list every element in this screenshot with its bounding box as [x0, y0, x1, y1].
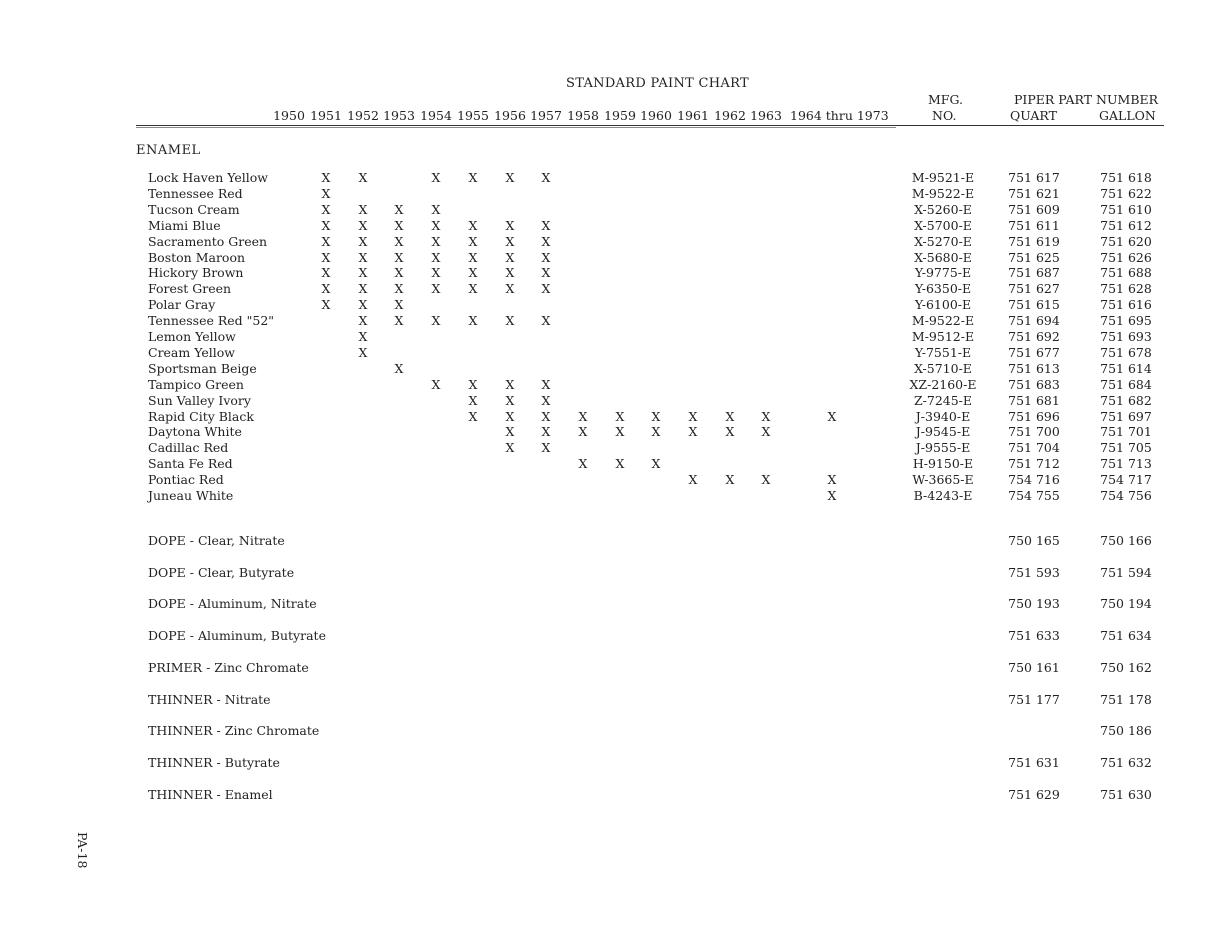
- header-rule-secondary: [136, 127, 896, 128]
- year-mark: X: [541, 408, 551, 424]
- year-mark: X: [541, 313, 551, 329]
- year-mark: X: [358, 265, 368, 281]
- quart-part-number: 751 177: [1008, 691, 1060, 707]
- table-row: [0, 170, 1218, 186]
- mfg-number: M-9512-E: [911, 329, 975, 344]
- year-mark: X: [431, 376, 441, 392]
- gallon-part-number: 751 612: [1100, 217, 1152, 233]
- year-mark: X: [541, 281, 551, 297]
- paint-name: Lock Haven Yellow: [148, 170, 268, 185]
- gallon-part-number: 751 634: [1100, 628, 1152, 644]
- year-mark: X: [321, 217, 331, 233]
- gallon-part-number: 751 682: [1100, 392, 1152, 408]
- year-mark: X: [541, 217, 551, 233]
- supply-name: PRIMER - Zinc Chromate: [148, 659, 309, 675]
- quart-part-number: 751 677: [1008, 344, 1060, 360]
- year-mark: X: [761, 424, 771, 440]
- year-mark: X: [358, 249, 368, 265]
- quart-part-number: 751 700: [1008, 424, 1060, 440]
- year-mark: X: [394, 249, 404, 265]
- mfg-number: X-5700-E: [914, 217, 972, 233]
- gallon-part-number: 751 622: [1100, 185, 1152, 201]
- year-mark: X: [468, 376, 478, 392]
- supply-name: DOPE - Clear, Butyrate: [148, 564, 295, 580]
- paint-name: Daytona White: [148, 424, 242, 440]
- gallon-header: GALLON: [1099, 108, 1156, 123]
- quart-part-number: 751 633: [1008, 628, 1060, 644]
- year-mark: X: [505, 265, 515, 281]
- table-row: [0, 377, 1218, 393]
- supply-name: THINNER - Zinc Chromate: [148, 723, 320, 739]
- page-number: PA-18: [75, 832, 90, 869]
- gallon-part-number: 754 756: [1100, 488, 1152, 503]
- year-mark: X: [578, 424, 588, 440]
- paint-name: Tennessee Red "52": [148, 313, 275, 329]
- gallon-part-number: 751 678: [1100, 344, 1152, 360]
- year-header-6: 1956: [494, 108, 526, 123]
- year-mark: X: [505, 249, 515, 265]
- year-header-9: 1959: [604, 108, 636, 123]
- quart-part-number: 750 193: [1008, 596, 1060, 612]
- year-mark: X: [321, 185, 331, 201]
- gallon-part-number: 751 630: [1100, 786, 1152, 802]
- year-mark: X: [505, 313, 515, 329]
- year-mark: X: [358, 313, 368, 329]
- table-row: [0, 218, 1218, 234]
- mfg-header-line2: NO.: [932, 108, 957, 123]
- table-row: [0, 456, 1218, 472]
- mfg-number: X-5680-E: [914, 249, 972, 265]
- year-mark: X: [358, 201, 368, 217]
- paint-name: Rapid City Black: [148, 408, 254, 424]
- year-mark: X: [505, 170, 515, 185]
- paint-name: Cadillac Red: [148, 440, 229, 456]
- quart-part-number: 751 629: [1008, 786, 1060, 802]
- table-row: [0, 250, 1218, 266]
- year-mark: X: [468, 392, 478, 408]
- year-mark: X: [394, 313, 404, 329]
- mfg-number: M-9522-E: [911, 185, 975, 201]
- year-mark: X: [651, 408, 661, 424]
- year-mark: X: [431, 249, 441, 265]
- year-mark: X: [761, 472, 771, 488]
- chart-title: STANDARD PAINT CHART: [566, 76, 749, 91]
- quart-part-number: 751 625: [1008, 249, 1060, 265]
- gallon-part-number: 751 684: [1100, 376, 1152, 392]
- table-row: [0, 234, 1218, 250]
- year-header-14: 1964 thru 1973: [790, 108, 889, 123]
- year-mark: X: [651, 424, 661, 440]
- year-mark: X: [541, 265, 551, 281]
- supply-name: DOPE - Aluminum, Butyrate: [148, 628, 326, 644]
- year-mark: X: [468, 233, 478, 249]
- mfg-number: Y-6350-E: [914, 281, 972, 297]
- section-enamel: ENAMEL: [136, 143, 201, 158]
- year-mark: X: [321, 170, 331, 185]
- gallon-part-number: 751 628: [1100, 281, 1152, 297]
- gallon-part-number: 751 693: [1100, 329, 1152, 344]
- year-header-0: 1950: [273, 108, 305, 123]
- supply-name: DOPE - Clear, Nitrate: [148, 533, 285, 548]
- quart-part-number: 751 681: [1008, 392, 1060, 408]
- year-mark: X: [468, 265, 478, 281]
- table-row: [0, 424, 1218, 440]
- year-mark: X: [431, 265, 441, 281]
- gallon-part-number: 751 594: [1100, 564, 1152, 580]
- quart-part-number: 750 165: [1008, 533, 1060, 548]
- table-row: [0, 488, 1218, 504]
- table-row: [0, 329, 1218, 345]
- year-mark: X: [541, 424, 551, 440]
- year-mark: X: [431, 233, 441, 249]
- year-mark: X: [505, 217, 515, 233]
- gallon-part-number: 751 626: [1100, 249, 1152, 265]
- mfg-number: Z-7245-E: [913, 392, 973, 408]
- mfg-number: Y-9775-E: [914, 265, 972, 281]
- paint-name: Sacramento Green: [148, 233, 268, 249]
- year-mark: X: [358, 170, 368, 185]
- gallon-part-number: 751 632: [1100, 754, 1152, 770]
- gallon-part-number: 751 701: [1100, 424, 1152, 440]
- year-mark: X: [505, 424, 515, 440]
- mfg-number: Y-6100-E: [914, 297, 972, 313]
- year-header-5: 1955: [457, 108, 489, 123]
- quart-part-number: 751 615: [1008, 297, 1060, 313]
- supply-name: DOPE - Aluminum, Nitrate: [148, 596, 317, 612]
- year-mark: X: [394, 201, 404, 217]
- quart-part-number: 751 692: [1008, 329, 1060, 344]
- gallon-part-number: 751 697: [1100, 408, 1152, 424]
- year-mark: X: [505, 440, 515, 456]
- gallon-part-number: 751 618: [1100, 170, 1152, 185]
- year-mark: X: [615, 408, 625, 424]
- quart-part-number: 751 617: [1008, 170, 1060, 185]
- year-header-8: 1958: [567, 108, 599, 123]
- mfg-number: X-5710-E: [914, 360, 972, 376]
- table-row: [0, 393, 1218, 409]
- year-mark: X: [651, 456, 661, 472]
- year-mark: X: [468, 249, 478, 265]
- supply-name: THINNER - Butyrate: [148, 754, 280, 770]
- year-mark: X: [358, 329, 368, 344]
- table-row: [0, 202, 1218, 218]
- year-mark: X: [725, 408, 735, 424]
- gallon-part-number: 751 616: [1100, 297, 1152, 313]
- paint-name: Sportsman Beige: [148, 360, 257, 376]
- year-mark: X: [321, 265, 331, 281]
- year-mark: X: [321, 249, 331, 265]
- table-row: [0, 265, 1218, 281]
- quart-header: QUART: [1010, 108, 1057, 123]
- quart-part-number: 751 694: [1008, 313, 1060, 329]
- table-row: [0, 361, 1218, 377]
- supply-name: THINNER - Nitrate: [148, 691, 271, 707]
- gallon-part-number: 750 162: [1100, 659, 1152, 675]
- gallon-part-number: 751 178: [1100, 691, 1152, 707]
- year-mark: X: [358, 344, 368, 360]
- year-mark: X: [541, 233, 551, 249]
- table-row: [0, 440, 1218, 456]
- mfg-header-line1: MFG.: [928, 92, 963, 107]
- year-mark: X: [505, 392, 515, 408]
- year-mark: X: [827, 408, 837, 424]
- year-header-1: 1951: [310, 108, 342, 123]
- year-header-3: 1953: [383, 108, 415, 123]
- year-mark: X: [615, 424, 625, 440]
- mfg-number: Y-7551-E: [914, 344, 972, 360]
- quart-part-number: 750 161: [1008, 659, 1060, 675]
- gallon-part-number: 750 186: [1100, 723, 1152, 739]
- year-mark: X: [431, 217, 441, 233]
- paint-name: Sun Valley Ivory: [148, 392, 251, 408]
- gallon-part-number: 751 713: [1100, 456, 1152, 472]
- year-mark: X: [541, 249, 551, 265]
- paint-name: Lemon Yellow: [148, 329, 236, 344]
- year-mark: X: [358, 233, 368, 249]
- mfg-number: M-9522-E: [911, 313, 975, 329]
- paint-name: Juneau White: [148, 488, 234, 503]
- quart-part-number: 751 593: [1008, 564, 1060, 580]
- gallon-part-number: 750 166: [1100, 533, 1152, 548]
- year-mark: X: [541, 376, 551, 392]
- year-mark: X: [541, 392, 551, 408]
- year-mark: X: [827, 488, 837, 503]
- quart-part-number: 751 683: [1008, 376, 1060, 392]
- gallon-part-number: 751 688: [1100, 265, 1152, 281]
- year-mark: X: [394, 297, 404, 313]
- mfg-number: B-4243-E: [913, 488, 973, 503]
- year-mark: X: [725, 424, 735, 440]
- year-mark: X: [688, 408, 698, 424]
- year-mark: X: [321, 297, 331, 313]
- gallon-part-number: 750 194: [1100, 596, 1152, 612]
- quart-part-number: 751 611: [1008, 217, 1060, 233]
- year-mark: X: [827, 472, 837, 488]
- year-mark: X: [761, 408, 771, 424]
- year-mark: X: [505, 281, 515, 297]
- year-mark: X: [431, 281, 441, 297]
- supply-name: THINNER - Enamel: [148, 786, 273, 802]
- year-header-13: 1963: [750, 108, 782, 123]
- paint-name: Tennessee Red: [148, 185, 243, 201]
- year-header-7: 1957: [530, 108, 562, 123]
- year-mark: X: [578, 456, 588, 472]
- mfg-number: M-9521-E: [911, 170, 975, 185]
- year-mark: X: [541, 170, 551, 185]
- year-mark: X: [321, 281, 331, 297]
- year-mark: X: [358, 217, 368, 233]
- year-mark: X: [578, 408, 588, 424]
- paint-name: Tampico Green: [148, 376, 244, 392]
- quart-part-number: 751 609: [1008, 201, 1060, 217]
- piper-part-number-header: PIPER PART NUMBER: [1014, 92, 1159, 107]
- year-mark: X: [358, 297, 368, 313]
- gallon-part-number: 751 695: [1100, 313, 1152, 329]
- mfg-number: J-9555-E: [915, 440, 971, 456]
- year-mark: X: [394, 217, 404, 233]
- quart-part-number: 751 627: [1008, 281, 1060, 297]
- paint-name: Forest Green: [148, 281, 232, 297]
- gallon-part-number: 751 705: [1100, 440, 1152, 456]
- year-header-11: 1961: [677, 108, 709, 123]
- year-mark: X: [394, 265, 404, 281]
- table-row: [0, 297, 1218, 313]
- mfg-number: W-3665-E: [912, 472, 974, 488]
- year-mark: X: [394, 281, 404, 297]
- quart-part-number: 754 716: [1008, 472, 1060, 488]
- year-mark: X: [505, 408, 515, 424]
- gallon-part-number: 751 620: [1100, 233, 1152, 249]
- gallon-part-number: 751 614: [1100, 360, 1152, 376]
- quart-part-number: 751 619: [1008, 233, 1060, 249]
- year-mark: X: [394, 360, 404, 376]
- year-mark: X: [321, 233, 331, 249]
- mfg-number: X-5260-E: [914, 201, 972, 217]
- paint-name: Cream Yellow: [148, 344, 235, 360]
- year-header-4: 1954: [420, 108, 452, 123]
- year-header-2: 1952: [347, 108, 379, 123]
- year-header-10: 1960: [640, 108, 672, 123]
- gallon-part-number: 754 717: [1100, 472, 1152, 488]
- year-mark: X: [725, 472, 735, 488]
- year-mark: X: [505, 233, 515, 249]
- year-mark: X: [505, 376, 515, 392]
- year-mark: X: [358, 281, 368, 297]
- year-mark: X: [394, 233, 404, 249]
- paint-name: Hickory Brown: [148, 265, 244, 281]
- year-mark: X: [321, 201, 331, 217]
- mfg-number: J-3940-E: [915, 408, 971, 424]
- year-mark: X: [468, 408, 478, 424]
- quart-part-number: 754 755: [1008, 488, 1060, 503]
- quart-part-number: 751 712: [1008, 456, 1060, 472]
- mfg-number: XZ-2160-E: [909, 376, 977, 392]
- paint-name: Pontiac Red: [148, 472, 224, 488]
- year-header-12: 1962: [714, 108, 746, 123]
- table-row: [0, 313, 1218, 329]
- year-mark: X: [468, 281, 478, 297]
- year-mark: X: [431, 201, 441, 217]
- year-mark: X: [468, 313, 478, 329]
- table-row: [0, 345, 1218, 361]
- paint-name: Boston Maroon: [148, 249, 246, 265]
- quart-part-number: 751 631: [1008, 754, 1060, 770]
- paint-name: Polar Gray: [148, 297, 216, 313]
- year-mark: X: [431, 170, 441, 185]
- paint-name: Tucson Cream: [148, 201, 240, 217]
- table-row: [0, 281, 1218, 297]
- header-rule: [136, 125, 1164, 126]
- year-mark: X: [468, 217, 478, 233]
- mfg-number: H-9150-E: [912, 456, 974, 472]
- gallon-part-number: 751 610: [1100, 201, 1152, 217]
- quart-part-number: 751 613: [1008, 360, 1060, 376]
- table-row: [0, 409, 1218, 425]
- year-mark: X: [468, 170, 478, 185]
- year-mark: X: [688, 472, 698, 488]
- mfg-number: J-9545-E: [915, 424, 971, 440]
- quart-part-number: 751 687: [1008, 265, 1060, 281]
- paint-name: Santa Fe Red: [148, 456, 233, 472]
- year-mark: X: [688, 424, 698, 440]
- year-mark: X: [431, 313, 441, 329]
- table-row: [0, 186, 1218, 202]
- year-mark: X: [615, 456, 625, 472]
- quart-part-number: 751 704: [1008, 440, 1060, 456]
- paint-name: Miami Blue: [148, 217, 221, 233]
- quart-part-number: 751 696: [1008, 408, 1060, 424]
- table-row: [0, 472, 1218, 488]
- quart-part-number: 751 621: [1008, 185, 1060, 201]
- year-mark: X: [541, 440, 551, 456]
- mfg-number: X-5270-E: [914, 233, 972, 249]
